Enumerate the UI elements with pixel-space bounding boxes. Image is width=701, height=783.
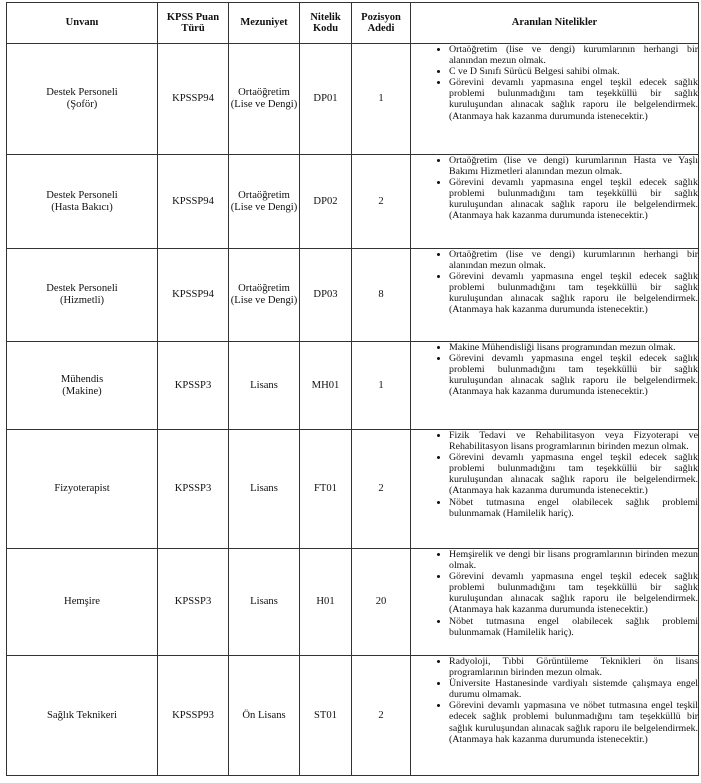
- unvan-text: Destek Personeli: [46, 189, 118, 201]
- cell-nitelikler: [411, 155, 699, 249]
- cell-kod: DP01: [300, 44, 352, 155]
- nitelik-item: • C ve D Sınıfı Sürücü Belgesi sahibi olmak.: [449, 66, 698, 77]
- unvan-text: Destek Personeli: [46, 87, 118, 99]
- cell-nitelikler: [411, 249, 699, 342]
- table-row: [7, 656, 699, 776]
- cell-nitelikler: [411, 656, 699, 776]
- mezuniyet-text: Ortaöğretim: [238, 283, 290, 295]
- cell-kod: DP03: [300, 249, 352, 342]
- mezuniyet-sub-text: (Lise ve Dengi): [230, 99, 298, 110]
- nitelik-item: • Üniversite Hastanesinde vardiyalı sistemde çalışmaya engel durumu olmamak.: [449, 678, 698, 700]
- header-puan-turu: KPSS Puan Türü: [158, 3, 229, 44]
- mezuniyet-sub-text: (Lise ve Dengi): [230, 201, 298, 213]
- cell-puan: KPSSP94: [158, 249, 229, 342]
- unvan-text: Mühendis: [60, 373, 104, 385]
- mezuniyet-text: Ortaöğretim: [238, 87, 290, 99]
- unvan-sub-text: (Makine): [62, 385, 102, 397]
- nitelik-item: • Görevini devamlı yapmasına engel teşkil edecek sağlık problemi bulunmadığını tam teşekküllü bir sağlık kuruluşundan alınacak sağlık raporu ile belgelendirmek. (Atanmaya hak kazanma durumunda istenecektir.): [449, 452, 698, 496]
- cell-unvan: Hemşire: [7, 549, 158, 656]
- nitelik-list: [411, 549, 698, 638]
- cell-nitelikler: [411, 430, 699, 549]
- table-row: [7, 342, 699, 430]
- nitelik-item: • Nöbet tutmasına engel olabilecek sağlık problemi bulunmamak (Hamilelik hariç).: [449, 497, 698, 519]
- nitelik-list: [411, 155, 698, 222]
- cell-puan: KPSSP93: [158, 656, 229, 776]
- cell-nitelikler: [411, 44, 699, 155]
- cell-nitelikler: [411, 342, 699, 430]
- cell-adet: 1: [352, 342, 411, 430]
- unvan-sub-text: (Hizmetli): [59, 295, 105, 306]
- nitelik-item: • Makine Mühendisliği lisans programından mezun olmak.: [449, 342, 698, 353]
- cell-mezuniyet: Ön Lisans: [229, 656, 300, 776]
- cell-unvan: [7, 44, 158, 155]
- cell-adet: 20: [352, 549, 411, 656]
- cell-kod: H01: [300, 549, 352, 656]
- cell-mezuniyet: [229, 44, 300, 155]
- cell-kod: MH01: [300, 342, 352, 430]
- table-row: [7, 430, 699, 549]
- header-pozisyon-adedi: Pozisyon Adedi: [352, 3, 411, 44]
- mezuniyet-text: Ortaöğretim: [238, 189, 290, 201]
- header-aranan-nitelikler: Aranılan Nitelikler: [411, 3, 699, 44]
- cell-unvan: [7, 155, 158, 249]
- cell-unvan: [7, 342, 158, 430]
- cell-mezuniyet: Lisans: [229, 342, 300, 430]
- cell-mezuniyet: Lisans: [229, 549, 300, 656]
- cell-adet: 8: [352, 249, 411, 342]
- unvan-sub-text: (Şoför): [66, 99, 98, 110]
- nitelik-item: • Görevini devamlı yapmasına ve nöbet tutmasına engel teşkil edecek sağlık problemi bulunmadığını tam teşekküllü bir sağlık kuruluşundan alınacak sağlık raporu ile belgelendirmek. (Atanmaya hak kazanma durumunda istenecektir.): [449, 700, 698, 744]
- cell-kod: DP02: [300, 155, 352, 249]
- unvan-sub-text: (Hasta Bakıcı): [51, 201, 113, 213]
- nitelik-item: • Hemşirelik ve dengi bir lisans programlarının birinden mezun olmak.: [449, 549, 698, 571]
- cell-adet: 2: [352, 155, 411, 249]
- nitelik-item: • Ortaöğretim (lise ve dengi) kurumlarının herhangi bir alanından mezun olmak.: [449, 249, 698, 271]
- cell-adet: 2: [352, 430, 411, 549]
- nitelik-item: • Görevini devamlı yapmasına engel teşkil edecek sağlık problemi bulunmadığını tam teşekküllü bir sağlık kuruluşundan alınacak sağlık raporu ile belgelendirmek. (Atanmaya hak kazanma durumunda istenecektir.): [449, 571, 698, 615]
- cell-puan: KPSSP3: [158, 342, 229, 430]
- nitelik-list: [411, 656, 698, 745]
- nitelik-item: • Fizik Tedavi ve Rehabilitasyon veya Fizyoterapi ve Rehabilitasyon lisans programlarının birinden mezun olmak.: [449, 430, 698, 452]
- nitelik-list: [411, 44, 698, 122]
- cell-mezuniyet: Lisans: [229, 430, 300, 549]
- nitelik-item: • Görevini devamlı yapmasına engel teşkil edecek sağlık problemi bulunmadığını tam teşekküllü bir sağlık kuruluşundan alınacak sağlık raporu ile belgelendirmek. (Atanmaya hak kazanma durumunda istenecektir.): [449, 177, 698, 221]
- cell-mezuniyet: [229, 249, 300, 342]
- table-row: [7, 155, 699, 249]
- nitelik-item: • Ortaöğretim (lise ve dengi) kurumlarının Hasta ve Yaşlı Bakımı Hizmetleri alanından mezun olmak.: [449, 155, 698, 177]
- cell-adet: 1: [352, 44, 411, 155]
- cell-puan: KPSSP94: [158, 44, 229, 155]
- cell-adet: 2: [352, 656, 411, 776]
- nitelik-item: • Ortaöğretim (lise ve dengi) kurumlarının herhangi bir alanından mezun olmak.: [449, 44, 698, 66]
- table-row: [7, 44, 699, 155]
- table-row: [7, 549, 699, 656]
- cell-mezuniyet: [229, 155, 300, 249]
- header-unvan: Unvanı: [7, 3, 158, 44]
- cell-unvan: Sağlık Teknikeri: [7, 656, 158, 776]
- table-row: [7, 249, 699, 342]
- nitelik-item: • Görevini devamlı yapmasına engel teşkil edecek sağlık problemi bulunmadığını tam teşekküllü bir sağlık kuruluşundan alınacak sağlık raporu ile belgelendirmek. (Atanmaya hak kazanma durumunda istenecektir.): [449, 271, 698, 315]
- cell-puan: KPSSP94: [158, 155, 229, 249]
- cell-puan: KPSSP3: [158, 549, 229, 656]
- table-header-row: [7, 3, 699, 44]
- nitelik-item: • Görevini devamlı yapmasına engel teşkil edecek sağlık problemi bulunmadığını tam teşekküllü bir sağlık kuruluşundan alınacak sağlık raporu ile belgelendirmek. (Atanmaya hak kazanma durumunda istenecektir.): [449, 353, 698, 397]
- nitelik-list: [411, 249, 698, 316]
- cell-kod: FT01: [300, 430, 352, 549]
- positions-table: [6, 2, 699, 776]
- cell-nitelikler: [411, 549, 699, 656]
- cell-unvan: Fizyoterapist: [7, 430, 158, 549]
- nitelik-list: [411, 342, 698, 397]
- nitelik-list: [411, 430, 698, 519]
- cell-unvan: [7, 249, 158, 342]
- nitelik-item: • Görevini devamlı yapmasına engel teşkil edecek sağlık problemi bulunmadığını tam teşekküllü bir sağlık kuruluşundan alınacak sağlık raporu ile belgelendirmek. (Atanmaya hak kazanma durumunda istenecektir.): [449, 77, 698, 121]
- unvan-text: Destek Personeli: [46, 283, 118, 295]
- nitelik-item: • Radyoloji, Tıbbi Görüntüleme Teknikleri ön lisans programlarının birinden mezun olmak.: [449, 656, 698, 678]
- nitelik-item: • Nöbet tutmasına engel olabilecek sağlık problemi bulunmamak (Hamilelik hariç).: [449, 616, 698, 638]
- cell-kod: ST01: [300, 656, 352, 776]
- header-nitelik-kodu: Nitelik Kodu: [300, 3, 352, 44]
- header-mezuniyet: Mezuniyet: [229, 3, 300, 44]
- mezuniyet-sub-text: (Lise ve Dengi): [230, 295, 298, 306]
- cell-puan: KPSSP3: [158, 430, 229, 549]
